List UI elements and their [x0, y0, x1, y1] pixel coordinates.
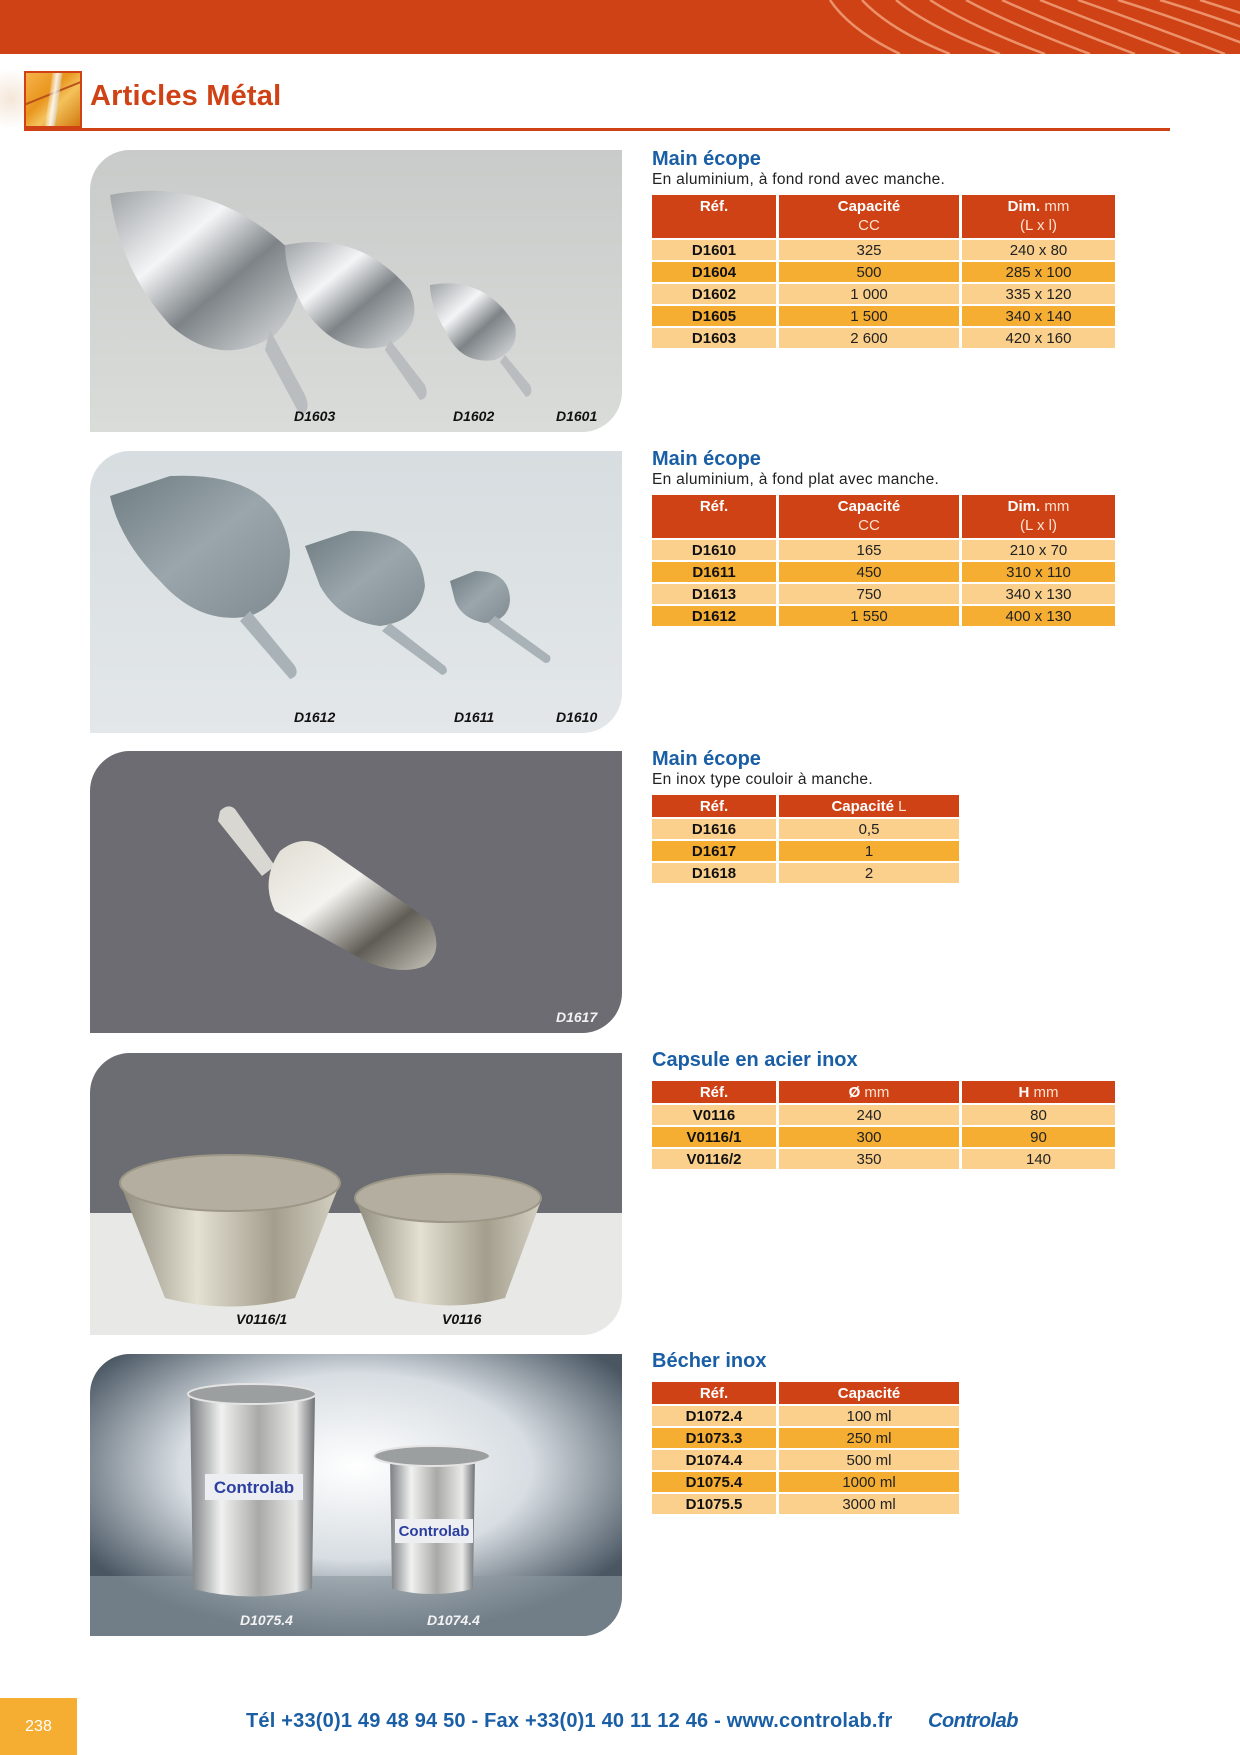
page-number: 238	[25, 1718, 52, 1735]
product-section-beaker	[652, 1350, 1122, 1516]
column-header: Capacité	[779, 1382, 959, 1404]
spec-table	[649, 793, 962, 885]
beaker-label-logo: Controlab	[398, 1523, 470, 1540]
photo-caption: D1603	[294, 408, 336, 424]
section-description: En aluminium, à fond plat avec manche.	[652, 471, 940, 488]
beaker-illustration	[90, 1354, 622, 1636]
table-row: D1605 1 500 340 x 140	[652, 306, 1115, 326]
footer-contact: Tél +33(0)1 49 48 94 50 - Fax +33(0)1 40 11 12 46 - www.controlab.fr	[246, 1710, 893, 1732]
table-row: V0116/1 300 90	[652, 1127, 1115, 1147]
product-photo-round-scoops	[90, 150, 622, 432]
table-row: D1602 1 000 335 x 120	[652, 284, 1115, 304]
table-row: D1618 2	[652, 863, 959, 883]
controlab-logo: Controlab	[928, 1710, 1018, 1732]
decorative-arcs-icon	[0, 0, 1240, 54]
title-divider	[24, 128, 1170, 131]
scoop-illustration	[90, 150, 622, 432]
table-row: D1075.5 3000 ml	[652, 1494, 959, 1514]
lab-glassware-icon	[24, 71, 82, 128]
spec-table	[649, 493, 1118, 628]
table-row: D1617 1	[652, 841, 959, 861]
beaker-label-logo: Controlab	[213, 1478, 295, 1497]
product-section-inox-scoop	[652, 748, 1122, 885]
column-header: Capacité L	[779, 795, 959, 817]
section-title: Bécher inox	[652, 1350, 767, 1372]
product-section-flat-scoop	[652, 448, 1122, 628]
table-row: D1616 0,5	[652, 819, 959, 839]
bowl-illustration	[90, 1053, 622, 1335]
table-row: D1603 2 600 420 x 160	[652, 328, 1115, 348]
column-header: Dim. mm (L x l)	[962, 495, 1115, 538]
table-row: D1074.4 500 ml	[652, 1450, 959, 1470]
column-header: Réf.	[652, 795, 776, 817]
section-title: Main écope	[652, 148, 761, 170]
table-row: D1604 500 285 x 100	[652, 262, 1115, 282]
scoop-illustration	[90, 751, 622, 1033]
section-title: Capsule en acier inox	[652, 1049, 858, 1071]
column-header: Réf.	[652, 495, 776, 538]
section-title: Main écope	[652, 448, 761, 470]
column-header: Réf.	[652, 1382, 776, 1404]
section-title: Main écope	[652, 748, 761, 770]
photo-caption: V0116	[442, 1311, 482, 1327]
photo-caption: D1611	[454, 709, 495, 725]
table-row: D1613 750 340 x 130	[652, 584, 1115, 604]
column-header: Capacité CC	[779, 495, 959, 538]
photo-caption: V0116/1	[236, 1311, 288, 1327]
table-row: D1072.4 100 ml	[652, 1406, 959, 1426]
table-row: D1612 1 550 400 x 130	[652, 606, 1115, 626]
column-header: Réf.	[652, 195, 776, 238]
table-row: D1601 325 240 x 80	[652, 240, 1115, 260]
column-header: H mm	[962, 1081, 1115, 1103]
photo-caption: D1617	[556, 1009, 598, 1025]
page-number-box	[0, 1698, 77, 1755]
table-row: D1610 165 210 x 70	[652, 540, 1115, 560]
scoop-illustration	[90, 451, 622, 733]
photo-caption: D1601	[556, 408, 598, 424]
spec-table	[649, 193, 1118, 350]
photo-caption: D1612	[294, 709, 336, 725]
page-title: Articles Métal	[90, 80, 282, 112]
column-header: Réf.	[652, 1081, 776, 1103]
photo-caption: D1074.4	[427, 1612, 480, 1628]
product-photo-inox-scoop	[90, 751, 622, 1033]
product-photo-flat-scoops	[90, 451, 622, 733]
product-photo-capsules	[90, 1053, 622, 1335]
column-header: Ø mm	[779, 1081, 959, 1103]
header-band	[0, 0, 1240, 54]
table-row: D1073.3 250 ml	[652, 1428, 959, 1448]
photo-caption: D1602	[453, 408, 495, 424]
photo-caption: D1075.4	[240, 1612, 293, 1628]
table-row: D1611 450 310 x 110	[652, 562, 1115, 582]
product-section-round-scoop	[652, 148, 1122, 350]
column-header: Capacité CC	[779, 195, 959, 238]
column-header: Dim. mm (L x l)	[962, 195, 1115, 238]
product-section-capsule	[652, 1049, 1122, 1171]
product-photo-beakers	[90, 1354, 622, 1636]
table-row: D1075.4 1000 ml	[652, 1472, 959, 1492]
section-description: En inox type couloir à manche.	[652, 771, 873, 788]
spec-table	[649, 1079, 1118, 1171]
spec-table	[649, 1380, 962, 1516]
photo-caption: D1610	[556, 709, 598, 725]
section-description: En aluminium, à fond rond avec manche.	[652, 171, 946, 188]
table-row: V0116 240 80	[652, 1105, 1115, 1125]
table-row: V0116/2 350 140	[652, 1149, 1115, 1169]
